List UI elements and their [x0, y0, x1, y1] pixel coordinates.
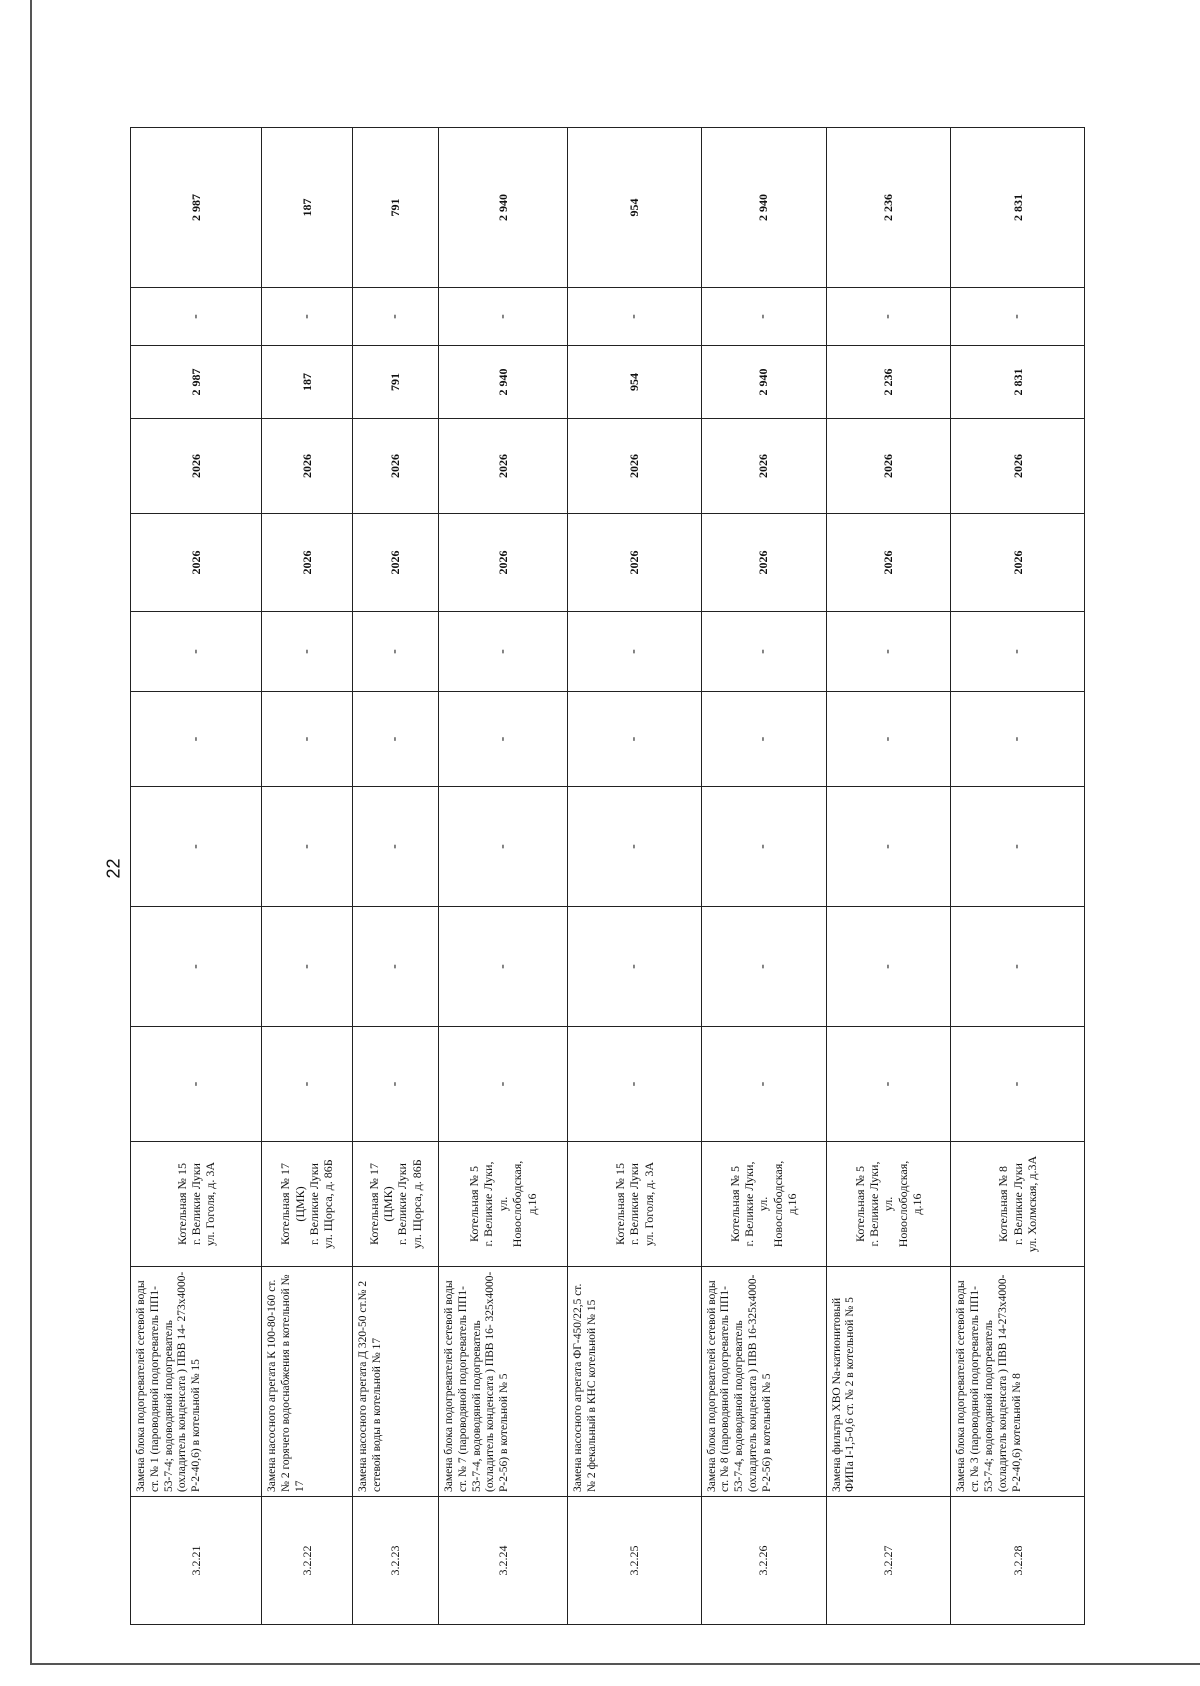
item-number: 3.2.26 — [701, 1497, 826, 1625]
empty-value: - — [568, 1027, 702, 1142]
empty-value: - — [352, 692, 438, 787]
table-row — [262, 128, 352, 1625]
start-year: 2026 — [438, 514, 567, 612]
total-amount: 2 940 — [701, 128, 826, 288]
cost-amount: 2 987 — [131, 346, 262, 419]
empty-value: - — [951, 787, 1085, 907]
empty-value: - — [826, 907, 951, 1027]
total-amount: 2 236 — [826, 128, 951, 288]
table-row — [951, 128, 1085, 1625]
table-row — [131, 128, 262, 1625]
work-description: Замена блока подогревателей сетевой воды ст. № 8 (пароводяной подогреватель ПП1-53-7-4, водоводяной подогреватель (охладитель конденсата ) ПВВ 16-325х4000-Р-2-56) в котельной № 5 — [701, 1267, 826, 1497]
total-amount: 791 — [352, 128, 438, 288]
empty-value: - — [951, 612, 1085, 692]
start-year: 2026 — [951, 514, 1085, 612]
empty-value: - — [262, 1027, 352, 1142]
cost-amount: 187 — [262, 346, 352, 419]
facility-location: Котельная № 8 г. Великие Луки ул. Холмская, д.3А — [951, 1142, 1085, 1267]
start-year: 2026 — [131, 514, 262, 612]
empty-value: - — [701, 288, 826, 346]
empty-value: - — [701, 612, 826, 692]
empty-value: - — [826, 288, 951, 346]
empty-value: - — [352, 1027, 438, 1142]
end-year: 2026 — [826, 419, 951, 514]
end-year: 2026 — [568, 419, 702, 514]
empty-value: - — [438, 288, 567, 346]
item-number: 3.2.27 — [826, 1497, 951, 1625]
empty-value: - — [826, 1027, 951, 1142]
empty-value: - — [438, 692, 567, 787]
total-amount: 2 987 — [131, 128, 262, 288]
empty-value: - — [438, 612, 567, 692]
cost-amount: 2 236 — [826, 346, 951, 419]
investment-table — [130, 127, 1085, 1625]
table-row — [352, 128, 438, 1625]
facility-location: Котельная № 15 г. Великие Луки ул. Гоголя, д. 3А — [131, 1142, 262, 1267]
total-amount: 2 940 — [438, 128, 567, 288]
end-year: 2026 — [352, 419, 438, 514]
empty-value: - — [951, 692, 1085, 787]
empty-value: - — [438, 787, 567, 907]
empty-value: - — [352, 288, 438, 346]
empty-value: - — [951, 288, 1085, 346]
empty-value: - — [701, 787, 826, 907]
end-year: 2026 — [262, 419, 352, 514]
total-amount: 2 831 — [951, 128, 1085, 288]
empty-value: - — [826, 612, 951, 692]
cost-amount: 2 940 — [438, 346, 567, 419]
work-description: Замена блока подогревателей сетевой воды ст. № 7 (пароводяной подогреватель ПП1-53-7-4, водоводяной подогреватель (охладитель конденсата ) ПВВ 16- 325х4000-Р-2-56) в котельной № 5 — [438, 1267, 567, 1497]
empty-value: - — [262, 907, 352, 1027]
facility-location: Котельная № 5 г. Великие Луки, ул. Новослободская, д.16 — [438, 1142, 567, 1267]
table-row — [438, 128, 567, 1625]
work-description: Замена блока подогревателей сетевой воды ст. № 1 (пароводяной подогреватель ПП1-53-7-4; водоводяной подогреватель (охладитель конденсата ) ПВВ 14- 273х4000-Р-2-40,6) в котельной № 15 — [131, 1267, 262, 1497]
empty-value: - — [826, 692, 951, 787]
start-year: 2026 — [826, 514, 951, 612]
facility-location: Котельная № 17 (ЦМК) г. Великие Луки ул. Щорса, д. 86Б — [352, 1142, 438, 1267]
empty-value: - — [131, 787, 262, 907]
empty-value: - — [951, 907, 1085, 1027]
empty-value: - — [352, 612, 438, 692]
empty-value: - — [131, 1027, 262, 1142]
cost-amount: 2 940 — [701, 346, 826, 419]
empty-value: - — [701, 907, 826, 1027]
empty-value: - — [262, 612, 352, 692]
cost-amount: 791 — [352, 346, 438, 419]
work-description: Замена насосного агрегата Д 320-50 ст.№ 2 сетевой воды в котельной № 17 — [352, 1267, 438, 1497]
start-year: 2026 — [352, 514, 438, 612]
start-year: 2026 — [701, 514, 826, 612]
total-amount: 187 — [262, 128, 352, 288]
empty-value: - — [131, 612, 262, 692]
table-row — [701, 128, 826, 1625]
page-number: 22 — [103, 858, 124, 879]
empty-value: - — [352, 787, 438, 907]
empty-value: - — [131, 907, 262, 1027]
work-description: Замена фильтра ХВО Na-катионитовый ФИПа I-1,5-0,6 ст. № 2 в котельной № 5 — [826, 1267, 951, 1497]
work-description: Замена насосного агрегата ФГ-450/22,5 ст. № 2 фекальный в КНС котельной № 15 — [568, 1267, 702, 1497]
item-number: 3.2.23 — [352, 1497, 438, 1625]
table-row — [568, 128, 702, 1625]
cost-amount: 2 831 — [951, 346, 1085, 419]
empty-value: - — [568, 787, 702, 907]
table-container — [130, 128, 1085, 1625]
end-year: 2026 — [701, 419, 826, 514]
scan-edge — [30, 1663, 1200, 1665]
end-year: 2026 — [438, 419, 567, 514]
facility-location: Котельная № 5 г. Великие Луки, ул. Новослободская, д.16 — [826, 1142, 951, 1267]
start-year: 2026 — [568, 514, 702, 612]
empty-value: - — [826, 787, 951, 907]
empty-value: - — [352, 907, 438, 1027]
empty-value: - — [568, 907, 702, 1027]
scan-edge — [30, 0, 32, 1665]
empty-value: - — [262, 692, 352, 787]
item-number: 3.2.24 — [438, 1497, 567, 1625]
end-year: 2026 — [951, 419, 1085, 514]
start-year: 2026 — [262, 514, 352, 612]
table-row — [826, 128, 951, 1625]
empty-value: - — [262, 288, 352, 346]
end-year: 2026 — [131, 419, 262, 514]
total-amount: 954 — [568, 128, 702, 288]
empty-value: - — [131, 692, 262, 787]
item-number: 3.2.22 — [262, 1497, 352, 1625]
work-description: Замена блока подогревателей сетевой воды ст. № 3 (пароводяной подогреватель ПП1-53-7-4; водоводяной подогреватель (охладитель конденсата ) ПВВ 14-273х4000-Р-2-40,6) котельной № 8 — [951, 1267, 1085, 1497]
empty-value: - — [262, 787, 352, 907]
facility-location: Котельная № 17 (ЦМК) г. Великие Луки ул. Щорса, д. 86Б — [262, 1142, 352, 1267]
work-description: Замена насосного агрегата К 100-80-160 ст. № 2 горячего водоснабжения в котельной № 17 — [262, 1267, 352, 1497]
empty-value: - — [568, 612, 702, 692]
empty-value: - — [438, 1027, 567, 1142]
cost-amount: 954 — [568, 346, 702, 419]
item-number: 3.2.25 — [568, 1497, 702, 1625]
empty-value: - — [951, 1027, 1085, 1142]
facility-location: Котельная № 5 г. Великие Луки, ул. Новослободская, д.16 — [701, 1142, 826, 1267]
facility-location: Котельная № 15 г. Великие Луки ул. Гоголя, д. 3А — [568, 1142, 702, 1267]
item-number: 3.2.21 — [131, 1497, 262, 1625]
empty-value: - — [568, 288, 702, 346]
empty-value: - — [131, 288, 262, 346]
empty-value: - — [568, 692, 702, 787]
item-number: 3.2.28 — [951, 1497, 1085, 1625]
empty-value: - — [701, 1027, 826, 1142]
empty-value: - — [701, 692, 826, 787]
empty-value: - — [438, 907, 567, 1027]
